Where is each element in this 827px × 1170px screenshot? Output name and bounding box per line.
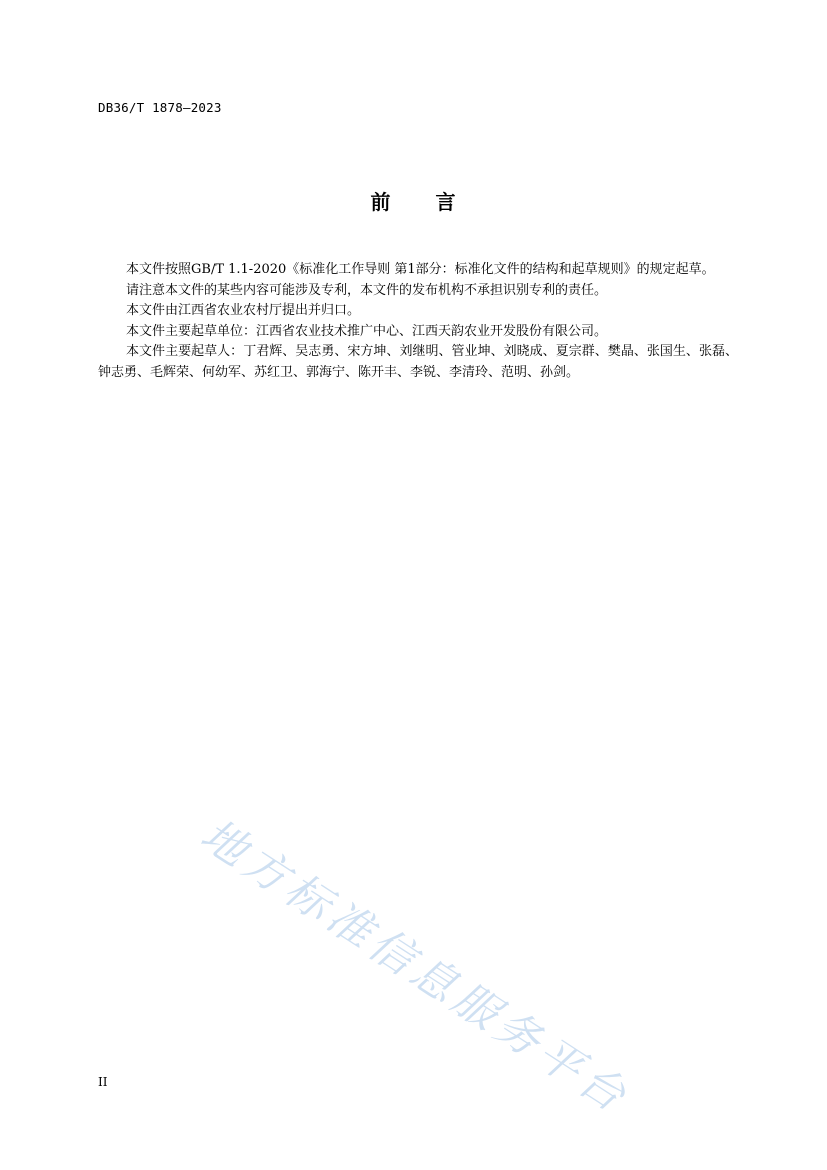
paragraph-standard-basis: 本文件按照GB/T 1.1-2020《标准化工作导则 第1部分：标准化文件的结构和起草规则》的规定起草。 xyxy=(126,262,715,277)
page-title xyxy=(0,186,827,215)
standard-code: DB36/T 1878—2023 xyxy=(98,100,222,115)
title-char-2: 言 xyxy=(435,190,457,214)
page-number: II xyxy=(98,1075,108,1089)
document-body xyxy=(98,260,738,383)
title-char-1: 前 xyxy=(370,190,392,214)
watermark: 地方标准信息服务平台 xyxy=(191,809,639,1125)
paragraph-drafting-units: 本文件主要起草单位：江西省农业技术推广中心、江西天韵农业开发股份有限公司。 xyxy=(126,323,608,339)
paragraph-drafters: 本文件主要起草人：丁君辉、吴志勇、宋方坤、刘继明、管业坤、刘晓成、夏宗群、樊晶、张国生、张磊、钟志勇、毛辉荣、何幼军、苏红卫、郭海宁、陈开丰、李锐、李清玲、范明、孙剑。 xyxy=(98,344,738,380)
paragraph-proposer: 本文件由江西省农业农村厅提出并归口。 xyxy=(126,303,361,318)
paragraph-patent-notice: 请注意本文件的某些内容可能涉及专利，本文件的发布机构不承担识别专利的责任。 xyxy=(126,282,608,298)
